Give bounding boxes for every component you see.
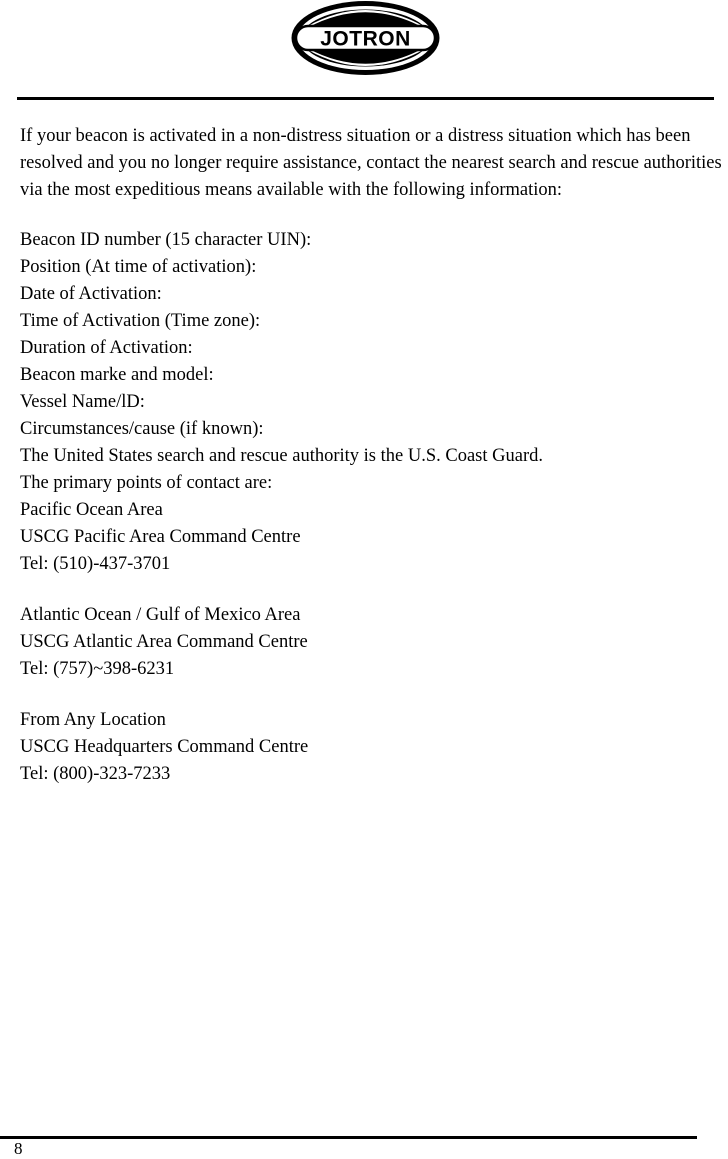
contact-pacific <box>20 497 726 578</box>
contact-atlantic <box>20 602 726 683</box>
logo-text: JOTRON <box>320 27 411 51</box>
contact-tel: Tel: (757)~398-6231 <box>20 659 175 679</box>
footer-rule <box>0 1136 697 1139</box>
contact-centre: USCG Headquarters Command Centre <box>20 737 309 757</box>
field-circumstances: Circumstances/cause (if known): <box>20 419 264 439</box>
field-vessel-name: Vessel Name/lD: <box>20 392 145 412</box>
contact-any-location <box>20 707 726 788</box>
sar-authority-note: The United States search and rescue authority is the U.S. Coast Guard. <box>20 446 544 466</box>
contact-tel: Tel: (800)-323-7233 <box>20 764 171 784</box>
contact-centre: USCG Pacific Area Command Centre <box>20 527 301 547</box>
field-date: Date of Activation: <box>20 284 162 304</box>
field-position: Position (At time of activation): <box>20 257 257 277</box>
intro-paragraph: If your beacon is activated in a non-distress situation or a distress situation which has been resolved and you no longer require assistance, contact the nearest search and rescue authorities via the most expeditious means available with the following information: <box>20 126 722 200</box>
field-beacon-id: Beacon ID number (15 character UIN): <box>20 230 312 250</box>
contact-area: Pacific Ocean Area <box>20 500 163 520</box>
contact-area: Atlantic Ocean / Gulf of Mexico Area <box>20 605 301 625</box>
contact-centre: USCG Atlantic Area Command Centre <box>20 632 308 652</box>
field-time: Time of Activation (Time zone): <box>20 311 261 331</box>
page-content <box>20 123 726 788</box>
field-duration: Duration of Activation: <box>20 338 193 358</box>
contacts-intro: The primary points of contact are: <box>20 473 273 493</box>
field-beacon-model: Beacon marke and model: <box>20 365 214 385</box>
header-rule <box>17 97 714 100</box>
page-number: 8 <box>14 1139 23 1158</box>
jotron-logo <box>290 0 441 76</box>
contact-tel: Tel: (510)-437-3701 <box>20 554 171 574</box>
contact-area: From Any Location <box>20 710 166 730</box>
